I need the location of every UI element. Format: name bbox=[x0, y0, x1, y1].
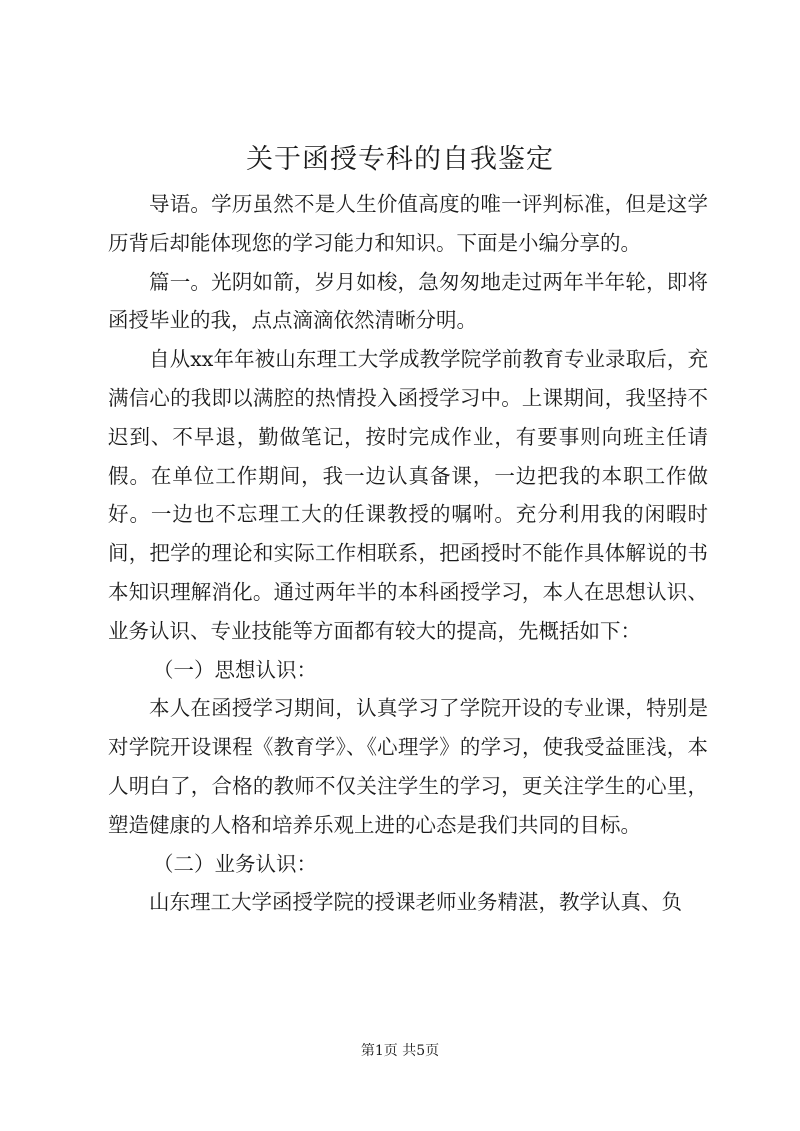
study-paragraph: 自从xx年年被山东理工大学成教学院学前教育专业录取后，充满信心的我即以满腔的热情投入函授学习中。上课期间，我坚持不迟到、不早退，勤做笔记，按时完成作业，有要事则向班主任请假。在单位工作期间，我一边认真备课，一边把我的本职工作做好。一边也不忘理工大的任课教授的嘱咐。充分利用我的闲暇时间，把学的理论和实际工作相联系，把函授时不能作具体解说的书本知识理解消化。通过两年半的本科函授学习，本人在思想认识、业务认识、专业技能等方面都有较大的提高，先概括如下： bbox=[108, 347, 708, 643]
document-title: 关于函授专科的自我鉴定 bbox=[246, 144, 554, 175]
page-number-footer: 第1页 共5页 bbox=[360, 1043, 440, 1059]
section-heading-business: （二）业务认识： bbox=[153, 851, 317, 876]
document-body bbox=[108, 185, 708, 922]
ideology-paragraph: 本人在函授学习期间，认真学习了学院开设的专业课，特别是对学院开设课程《教育学》、《心理学》的学习，使我受益匪浅，本人明白了，合格的教师不仅关注学生的学习，更关注学生的心里，塑造健康的人格和培养乐观上进的心态是我们共同的目标。 bbox=[108, 696, 708, 837]
intro-paragraph: 导语。学历虽然不是人生价值高度的唯一评判标准，但是这学历背后却能体现您的学习能力和知识。下面是小编分享的。 bbox=[108, 192, 708, 255]
part-one-paragraph: 篇一。光阴如箭，岁月如梭，急匆匆地走过两年半年轮，即将函授毕业的我，点点滴滴依然清晰分明。 bbox=[108, 269, 708, 333]
section-heading-ideology: （一）思想认识： bbox=[153, 657, 317, 682]
business-paragraph: 山东理工大学函授学院的授课老师业务精湛，教学认真、负 bbox=[149, 890, 682, 915]
